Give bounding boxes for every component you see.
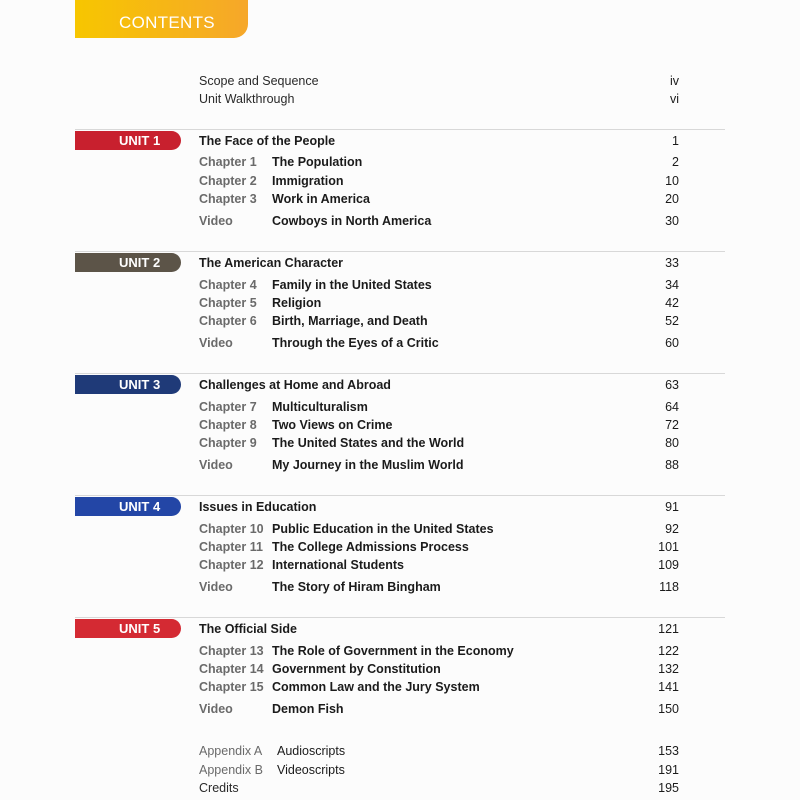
- toc-entry-page: 191: [658, 763, 679, 777]
- unit-divider: [75, 495, 725, 496]
- toc-entry[interactable]: [0, 556, 800, 574]
- toc-entry-label: Appendix B: [199, 763, 263, 777]
- unit-divider: [75, 251, 725, 252]
- toc-entry-title: Demon Fish: [272, 702, 344, 716]
- toc-entry[interactable]: [0, 172, 800, 190]
- toc-entry[interactable]: [0, 434, 800, 452]
- toc-entry-page: 101: [658, 540, 679, 554]
- toc-entry-label: Video: [199, 702, 233, 716]
- toc-entry-label: Chapter 13: [199, 644, 264, 658]
- toc-entry-title: International Students: [272, 558, 404, 572]
- toc-entry-title: Birth, Marriage, and Death: [272, 314, 428, 328]
- toc-entry-title: Family in the United States: [272, 278, 432, 292]
- toc-entry-title: The College Admissions Process: [272, 540, 469, 554]
- toc-entry-page: 150: [658, 702, 679, 716]
- toc-entry[interactable]: [0, 294, 800, 312]
- toc-entry-page: 42: [665, 296, 679, 310]
- unit-2-tab: UNIT 2: [75, 253, 181, 272]
- toc-entry-page: 2: [672, 155, 679, 169]
- toc-entry[interactable]: [0, 700, 800, 718]
- toc-entry-page: vi: [669, 92, 679, 106]
- toc-entry-title: Unit Walkthrough: [199, 92, 295, 106]
- toc-entry-title: Videoscripts: [277, 763, 345, 777]
- unit-1-page: 1: [672, 134, 679, 148]
- toc-entry-title: Work in America: [272, 192, 370, 206]
- toc-entry-title: Credits: [199, 781, 239, 795]
- toc-entry-label: Chapter 11: [199, 540, 263, 554]
- toc-entry-page: 153: [658, 744, 679, 758]
- toc-entry-page: 195: [658, 781, 679, 795]
- toc-entry-page: 122: [658, 644, 679, 658]
- toc-entry-page: 10: [665, 174, 679, 188]
- toc-entry-page: 60: [665, 336, 679, 350]
- toc-entry-label: Chapter 6: [199, 314, 257, 328]
- toc-entry-label: Chapter 14: [199, 662, 264, 676]
- toc-entry[interactable]: [0, 642, 800, 660]
- toc-entry-title: The Population: [272, 155, 363, 169]
- toc-entry-title: Cowboys in North America: [272, 214, 432, 228]
- page-title: CONTENTS: [119, 13, 215, 32]
- toc-entry-title: The Story of Hiram Bingham: [272, 580, 441, 594]
- unit-5-tab: UNIT 5: [75, 619, 181, 638]
- toc-entry-title: Scope and Sequence: [199, 74, 319, 88]
- toc-entry-page: 80: [665, 436, 679, 450]
- toc-entry-page: 52: [665, 314, 679, 328]
- toc-entry-label: Video: [199, 458, 233, 472]
- toc-entry-label: Chapter 9: [199, 436, 257, 450]
- toc-entry-page: 88: [665, 458, 679, 472]
- toc-entry-page: 141: [658, 680, 679, 694]
- toc-entry-title: Government by Constitution: [272, 662, 441, 676]
- toc-back-entry[interactable]: [0, 779, 800, 797]
- toc-entry[interactable]: [0, 416, 800, 434]
- unit-2-title[interactable]: The American Character: [199, 256, 344, 270]
- toc-entry[interactable]: [0, 538, 800, 556]
- toc-entry[interactable]: [0, 312, 800, 330]
- toc-entry[interactable]: [0, 190, 800, 208]
- toc-entry-title: Through the Eyes of a Critic: [272, 336, 439, 350]
- toc-entry-title: Religion: [272, 296, 322, 310]
- toc-entry-label: Chapter 3: [199, 192, 257, 206]
- toc-entry-label: Video: [199, 580, 233, 594]
- unit-4-page: 91: [665, 500, 679, 514]
- toc-entry[interactable]: [0, 578, 800, 596]
- toc-entry-page: 118: [659, 580, 679, 594]
- unit-4-title[interactable]: Issues in Education: [199, 500, 317, 514]
- toc-entry-page: 20: [665, 192, 679, 206]
- toc-entry-page: 64: [665, 400, 679, 414]
- toc-entry-page: 109: [658, 558, 679, 572]
- unit-3-title[interactable]: Challenges at Home and Abroad: [199, 378, 391, 392]
- unit-3-page: 63: [665, 378, 679, 392]
- toc-front-entry[interactable]: [0, 72, 800, 90]
- toc-entry-label: Chapter 4: [199, 278, 257, 292]
- toc-entry-title: My Journey in the Muslim World: [272, 458, 464, 472]
- unit-2-page: 33: [665, 256, 679, 270]
- unit-divider: [75, 129, 725, 130]
- toc-entry-label: Chapter 1: [199, 155, 257, 169]
- toc-entry-label: Appendix A: [199, 744, 263, 758]
- toc-entry-label: Chapter 8: [199, 418, 257, 432]
- toc-entry-label: Chapter 2: [199, 174, 257, 188]
- unit-3-tab: UNIT 3: [75, 375, 181, 394]
- toc-entry[interactable]: [0, 212, 800, 230]
- toc-entry[interactable]: [0, 678, 800, 696]
- toc-entry-label: Chapter 15: [199, 680, 264, 694]
- unit-divider: [75, 617, 725, 618]
- toc-entry-page: iv: [669, 74, 679, 88]
- unit-5-title[interactable]: The Official Side: [199, 622, 297, 636]
- toc-entry[interactable]: [0, 520, 800, 538]
- toc-entry-page: 72: [665, 418, 679, 432]
- toc-entry[interactable]: [0, 276, 800, 294]
- toc-entry[interactable]: [0, 398, 800, 416]
- toc-back-entry[interactable]: [0, 761, 800, 779]
- unit-divider: [75, 373, 725, 374]
- toc-entry-label: Video: [199, 336, 233, 350]
- toc-entry-title: Audioscripts: [277, 744, 346, 758]
- toc-entry-page: 34: [665, 278, 679, 292]
- unit-4-tab: UNIT 4: [75, 497, 181, 516]
- toc-entry[interactable]: [0, 660, 800, 678]
- toc-entry[interactable]: [0, 153, 800, 171]
- toc-entry-label: Chapter 5: [199, 296, 257, 310]
- toc-entry-title: Immigration: [272, 174, 344, 188]
- toc-entry-title: Two Views on Crime: [272, 418, 393, 432]
- toc-entry-title: The United States and the World: [272, 436, 465, 450]
- toc-entry-page: 132: [658, 662, 679, 676]
- unit-1-tab: UNIT 1: [75, 131, 181, 150]
- toc-entry-title: The Role of Government in the Economy: [272, 644, 514, 658]
- toc-entry-title: Multiculturalism: [272, 400, 368, 414]
- toc-entry-label: Video: [199, 214, 233, 228]
- toc-front-entry[interactable]: [0, 90, 800, 108]
- toc-entry-title: Common Law and the Jury System: [272, 680, 480, 694]
- toc-entry-title: Public Education in the United States: [272, 522, 494, 536]
- toc-back-entry[interactable]: [0, 742, 800, 760]
- toc-entry-label: Chapter 7: [199, 400, 257, 414]
- toc-entry-page: 92: [665, 522, 679, 536]
- unit-5-page: 121: [658, 622, 679, 636]
- toc-entry[interactable]: [0, 456, 800, 474]
- toc-entry-label: Chapter 12: [199, 558, 264, 572]
- toc-entry[interactable]: [0, 334, 800, 352]
- unit-1-title[interactable]: The Face of the People: [199, 134, 336, 148]
- toc-entry-page: 30: [665, 214, 679, 228]
- toc-entry-label: Chapter 10: [199, 522, 264, 536]
